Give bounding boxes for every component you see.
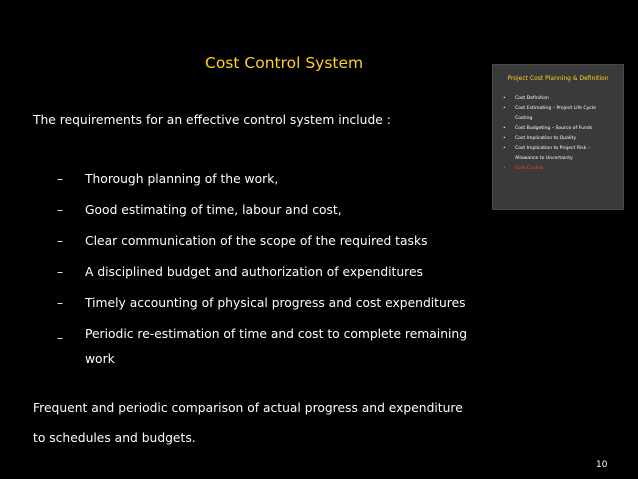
panel-item-cost-definition[interactable]: • Cost Definition (503, 96, 549, 101)
panel-item-cost-risk[interactable]: • Cost Implication to Project Risk – Allowance to Uncertainty (503, 146, 591, 161)
navigation-panel (492, 64, 624, 210)
dash-marker: – (57, 203, 64, 217)
page-number: 10 (596, 460, 608, 470)
panel-item-cost-control[interactable]: • Cost Control (503, 166, 544, 171)
list-item: – Timely accounting of physical progress and cost expenditures (57, 296, 466, 310)
panel-list (493, 94, 623, 174)
dash-marker: – (57, 296, 64, 310)
dash-marker: – (57, 265, 64, 279)
panel-item-cost-quality[interactable]: • Cost Implication to Quality (503, 136, 577, 141)
panel-item-cost-estimating[interactable]: • Cost Estimating – Project Life Cycle Costing (503, 106, 596, 121)
intro-text: The requirements for an effective control system include : (33, 113, 391, 127)
dash-marker: – (57, 234, 64, 248)
list-item: – Thorough planning of the work, (57, 172, 279, 186)
list-item: – A disciplined budget and authorization of expenditures (57, 265, 423, 279)
panel-title: Project Cost Planning & Definition (507, 75, 609, 82)
dash-marker: – (57, 331, 64, 345)
panel-item-cost-budgeting[interactable]: • Cost Budgeting – Source of Funds (503, 126, 593, 131)
list-item: – Periodic re-estimation of time and cost to complete remaining work (57, 327, 468, 366)
closing-text: Frequent and periodic comparison of actual progress and expenditure to schedules and budgets. (33, 401, 463, 445)
list-item: – Good estimating of time, labour and cost, (57, 203, 342, 217)
slide-title: Cost Control System (205, 54, 364, 72)
requirements-list (57, 171, 477, 386)
dash-marker: – (57, 172, 64, 186)
list-item: – Clear communication of the scope of the required tasks (57, 234, 428, 248)
